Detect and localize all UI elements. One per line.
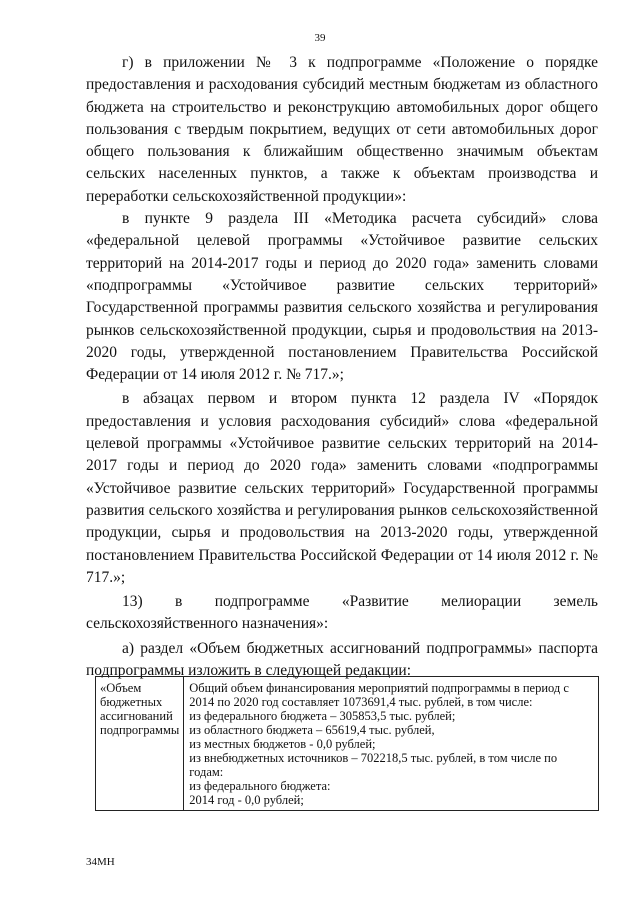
document-body — [86, 52, 598, 682]
table-line: 2014 год - 0,0 рублей; — [189, 793, 304, 807]
table-line: из федерального бюджета – 305853,5 тыс. рублей; — [189, 709, 456, 723]
table-label-cell: «Объем бюджетных ассигнований подпрограммы — [96, 677, 184, 811]
page-number: 39 — [314, 32, 326, 44]
table-line: из внебюджетных источников – 702218,5 тыс. рублей, в том числе по годам: — [189, 751, 558, 779]
table-line: из федерального бюджета: — [189, 779, 331, 793]
table-line: из областного бюджета – 65619,4 тыс. рублей, — [189, 723, 435, 737]
budget-allocation-table — [95, 676, 599, 811]
paragraph-appendix-3: г) в приложении № 3 к подпрограмме «Положение о порядке предоставления и расходования субсидий местным бюджетам из областного бюджета на строительство и реконструкцию автомобильных дорог общего пользования с твердым покрытием, ведущих от сети автомобильных дорог общего пользования к ближайшим общественно значимым объектам сельских населенных пунктов, а также к объектам производства и переработки сельскохозяйственной продукции»: — [86, 54, 598, 205]
paragraph-clause-12: в абзацах первом и втором пункта 12 раздела IV «Порядок предоставления и условия расходования субсидий» слова «федеральной целевой программы «Устойчивое развитие сельских территорий на 2014-2017 годы и период до 2020 года» заменить словами «подпрограммы «Устойчивое развитие сельских территорий» Государственной программы развития сельского хозяйства и регулирования рынков сельскохозяйственной продукции, сырья и продовольствия на 2013-2020 годы, утвержденной постановлением Правительства Российской Федерации от 14 июля 2012 г. № 717.»; — [86, 390, 598, 586]
paragraph-clause-9: в пункте 9 раздела III «Методика расчета субсидий» слова «федеральной целевой программы «Устойчивое развитие сельских территорий на 2014-2017 годы и период до 2020 года» заменить словами «подпрограммы «Устойчивое развитие сельских территорий» Государственной программы развития сельского хозяйства и регулирования рынков сельскохозяйственной продукции, сырья и продовольствия на 2013-2020 годы, утвержденной постановлением Правительства Российской Федерации от 14 июля 2012 г. № 717.»; — [86, 210, 598, 384]
table-line: из местных бюджетов - 0,0 рублей; — [189, 737, 376, 751]
paragraph-item-13: 13) в подпрограмме «Развитие мелиорации земель сельскохозяйственного назначения»: — [86, 593, 598, 633]
table-content-cell — [184, 677, 599, 811]
table-row — [96, 677, 599, 811]
paragraph-item-a: а) раздел «Объем бюджетных ассигнований подпрограммы» паспорта подпрограммы изложить в следующей редакции: — [86, 639, 598, 680]
table-line: Общий объем финансирования мероприятий подпрограммы в период с 2014 по 2020 год составляет 1073691,4 тыс. рублей, в том числе: — [189, 681, 569, 709]
footer-code: 34МН — [86, 856, 115, 868]
